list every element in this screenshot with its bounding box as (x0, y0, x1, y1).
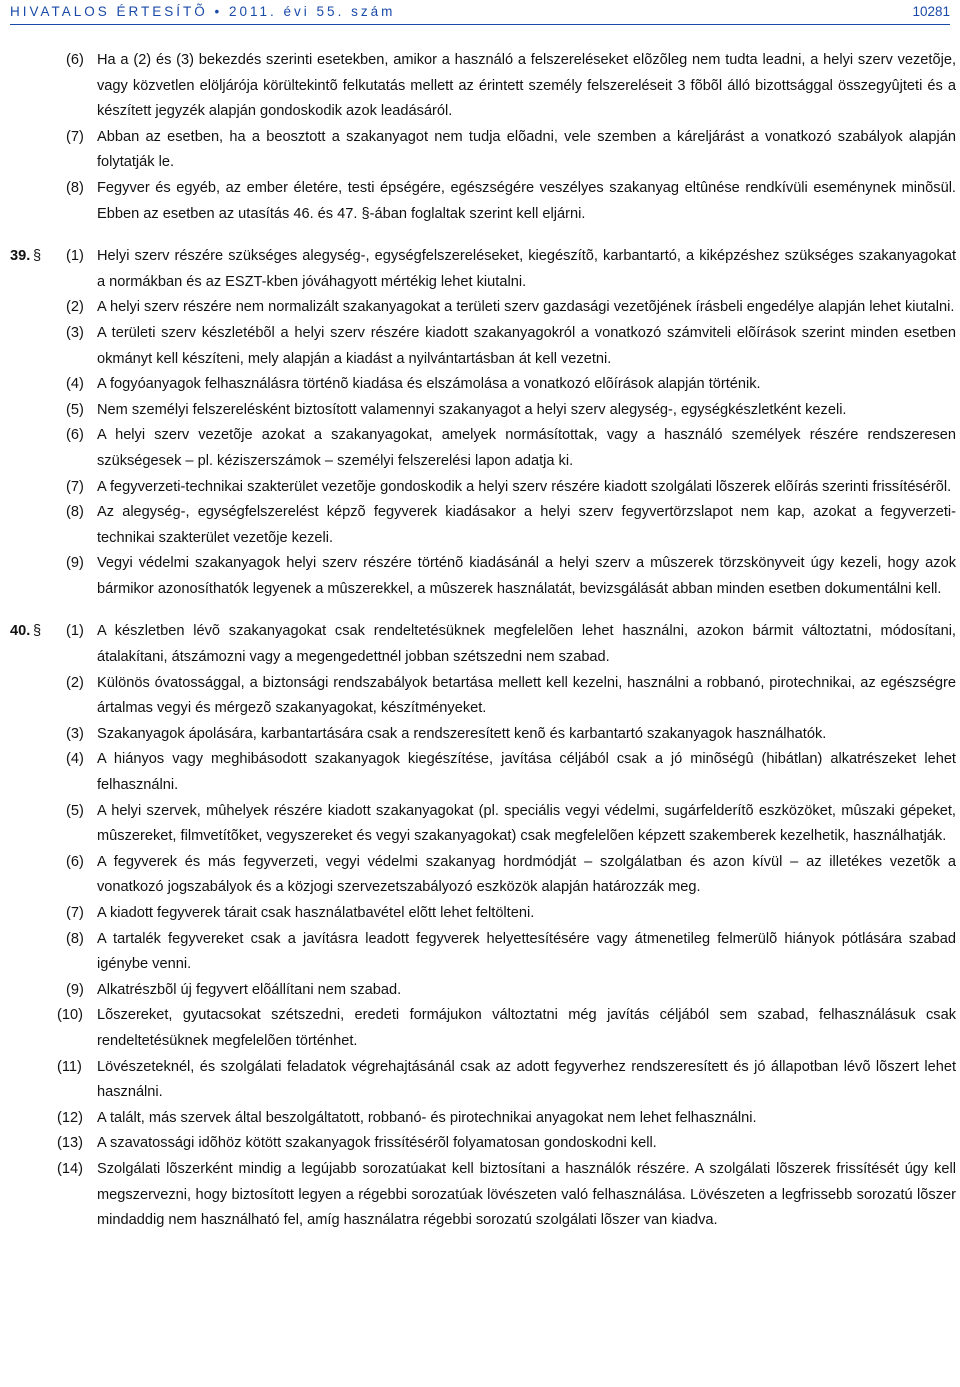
paragraph (10, 244, 956, 295)
paragraph-number: (4) (66, 751, 84, 768)
paragraph-text: Különös óvatossággal, a biztonsági rendszabályok betartása mellett kell kezelni, használni a robbanó, pirotechnikai, az egészségre ártalmas vegyi és mérgezõ szakanyagokat, készítményeket. (97, 674, 956, 717)
paragraph-text: Az alegység-, egységfelszerelést képzõ fegyverek kiadásakor a helyi szerv fegyvertörzslapot nem kap, azokat a fegyverzeti-technikai szakterület vezetõje kezeli. (97, 504, 956, 546)
section-39 (10, 244, 956, 602)
paragraph-number: (13) (57, 1135, 83, 1152)
paragraph (10, 747, 956, 798)
section-label: 40. (10, 623, 31, 640)
paragraph-group-continued (10, 48, 956, 227)
paragraph-text: Szolgálati lõszerként mindig a legújabb sorozatúakat kell biztosítani a használók részére. A szolgálati lõszerek frissítését úgy kell megszervezni, hogy biztosított legyen a régebbi sorozatúak lövészeten való felhasználása. Lövészeten a legfrissebb sorozatú lõszer mindaddig nem használható fel, amíg használatra régebbi sorozatú szolgálati lõszer van kiadva. (97, 1160, 956, 1229)
paragraph-text: A készletben lévõ szakanyagokat csak rendeltetésüknek megfelelõen lehet használni, azokon bármit változtatni, módosítani, átalakítani, átszámozni vagy a megengedettnél jobban szétszedni nem szabad. (97, 623, 956, 666)
paragraph-text: Vegyi védelmi szakanyagok helyi szerv részére történõ kiadásánál a helyi szerv a mûszerek törzskönyveit úgy kezeli, hogy azok bármikor azonosíthatók legyenek a mûszerekkel, a mûszerek használatát, bevizsgálását abban minden esetben dokumentálni kell. (97, 555, 956, 597)
paragraph (10, 372, 956, 398)
paragraph (10, 398, 956, 424)
paragraph-number: (8) (66, 930, 84, 947)
paragraph-number: (6) (66, 853, 84, 870)
paragraph-number: (2) (66, 299, 84, 316)
paragraph-text: Helyi szerv részére szükséges alegység-, egységfelszereléseket, kiegészítõ, karbantartó, a kiképzéshez szükséges szakanyagokat a normákban és az ESZT-kben jóváhagyott mértékig lehet kiutalni. (97, 248, 956, 290)
paragraph-number: (6) (66, 427, 84, 444)
paragraph-number: (11) (57, 1058, 82, 1075)
paragraph (10, 1003, 956, 1054)
paragraph (10, 927, 956, 978)
paragraph-text: A talált, más szervek által beszolgáltatott, robbanó- és pirotechnikai anyagokat nem lehet felhasználni. (97, 1109, 757, 1126)
paragraph-number: (5) (66, 401, 84, 418)
paragraph-text: Alkatrészbõl új fegyvert elõállítani nem szabad. (97, 981, 402, 998)
paragraph (10, 1131, 956, 1157)
paragraph (10, 1106, 956, 1132)
paragraph-text: A fogyóanyagok felhasználásra történõ kiadása és elszámolása a vonatkozó elõírások alapján történik. (97, 376, 761, 393)
paragraph-text: Abban az esetben, ha a beosztott a szakanyagot nem tudja elõadni, vele szemben a káreljárást a vonatkozó szabályok alapján folytatják le. (97, 128, 956, 171)
paragraph-number: (4) (66, 376, 84, 393)
paragraph (10, 1157, 956, 1234)
paragraph-number: (8) (66, 179, 84, 196)
paragraph-text: A helyi szerv vezetõje azokat a szakanyagokat, amelyek normásítottak, vagy a használó személyek részére rendszeresen szükségesek – pl. kéziszerszámok – személyi felszerelési lapon adatja ki. (97, 427, 956, 469)
section-label: 39. (10, 248, 31, 265)
paragraph (10, 978, 956, 1004)
paragraph-number: (7) (66, 478, 84, 495)
paragraph (10, 671, 956, 722)
paragraph-text: A hiányos vagy meghibásodott szakanyagok kiegészítése, javítása céljából csak a jó minõségû (hibátlan) alkatrészeket lehet felhasználni. (97, 751, 956, 794)
paragraph-text: A helyi szervek, mûhelyek részére kiadott szakanyagokat (pl. speciális vegyi védelmi, sugárfelderítõ eszközöket, mûszaki gépeket, mûszereket, filmvetítõket, vegyszereket és vegyi szakanyagokat) csak megfelelõen képzett szakemberek kezelhetik, használhatják. (97, 802, 956, 845)
paragraph-text: Fegyver és egyéb, az ember életére, testi épségére, egészségére veszélyes szakanyag eltûnése rendkívüli eseménynek minõsül. Ebben az esetben az utasítás 46. és 47. §-ában foglaltak szerint kell eljárni. (97, 179, 956, 222)
paragraph (10, 551, 956, 602)
paragraph-number: (14) (57, 1160, 83, 1177)
paragraph-number: (12) (57, 1109, 83, 1126)
paragraph (10, 475, 956, 501)
section-40 (10, 619, 956, 1233)
section-symbol: § (33, 623, 42, 640)
paragraph-number: (9) (66, 555, 84, 572)
paragraph-text: Lövészeteknél, és szolgálati feladatok végrehajtásánál csak az adott fegyverhez rendszeresített és jó állapotban lévõ lõszert lehet használni. (97, 1058, 956, 1101)
paragraph-number: (3) (66, 324, 84, 341)
page-number: 10281 (912, 4, 950, 19)
paragraph (10, 423, 956, 474)
page-header (10, 0, 950, 25)
paragraph (10, 500, 956, 551)
paragraph-number: (6) (66, 52, 84, 68)
paragraph-number: (5) (66, 802, 84, 819)
paragraph-text: A fegyverek és más fegyverzeti, vegyi védelmi szakanyag hordmódját – szolgálatban és azon kívül – az illetékes vezetõk a vonatkozó jogszabályok és a közjogi szervezetszabályozó eszközök alapján határozzák meg. (97, 853, 956, 896)
paragraph (10, 1055, 956, 1106)
document-body (10, 48, 956, 1234)
paragraph (10, 125, 956, 176)
paragraph-number: (3) (66, 725, 84, 742)
paragraph-number: (8) (66, 504, 84, 521)
paragraph (10, 619, 956, 670)
paragraph-number: (1) (66, 623, 84, 640)
paragraph (10, 901, 956, 927)
paragraph-number: (7) (66, 128, 84, 145)
publication-title: HIVATALOS ÉRTESÍTÕ • 2011. évi 55. szám (10, 4, 396, 19)
paragraph-number: (9) (66, 981, 84, 998)
paragraph-text: A tartalék fegyvereket csak a javításra leadott fegyverek helyettesítésére vagy átmenetileg felmerülõ hiányok pótlására szabad igénybe venni. (97, 930, 956, 973)
paragraph-text: A területi szerv készletébõl a helyi szerv részére kiadott szakanyagokról a vonatkozó számviteli elõírások szerint minden esetben okmányt kell készíteni, mely alapján a kiadást a nyilvántartásban át kell vezetni. (97, 324, 956, 367)
paragraph-text: Lõszereket, gyutacsokat szétszedni, eredeti formájukon változtatni még javítás céljából sem szabad, felhasználásuk csak rendeltetésüknek megfelelõen történhet. (97, 1007, 956, 1049)
paragraph (10, 321, 956, 372)
paragraph-text: A kiadott fegyverek tárait csak használatbavétel elõtt lehet feltölteni. (97, 905, 535, 921)
paragraph-number: (1) (66, 248, 84, 265)
paragraph (10, 722, 956, 748)
paragraph-text: Ha a (2) és (3) bekezdés szerinti esetekben, amikor a használó a felszereléseket elõzõleg nem tudta leadni, a helyi szerv vezetõje, vagy közvetlen elöljárója körültekintõ felkutatás mellett az érintett személy felszereléseit 3 fõbõl álló bizottsággal összegyûjteti és a készített jegyzék alapján gondoskodik azok leadásáról. (97, 52, 956, 120)
paragraph-number: (10) (57, 1007, 83, 1024)
paragraph-number: (7) (66, 905, 84, 921)
section-symbol: § (33, 248, 42, 265)
paragraph (10, 176, 956, 227)
paragraph-text: Nem személyi felszerelésként biztosított valamennyi szakanyagot a helyi szerv alegység-, egységkészletként kezeli. (97, 401, 847, 418)
paragraph (10, 850, 956, 901)
paragraph-text: A szavatossági idõhöz kötött szakanyagok frissítésérõl folyamatosan gondoskodni kell. (97, 1135, 657, 1152)
paragraph-text: A fegyverzeti-technikai szakterület vezetõje gondoskodik a helyi szerv részére kiadott szolgálati lõszerek elõírás szerinti frissítésérõl. (97, 478, 952, 495)
paragraph (10, 48, 956, 125)
paragraph-text: A helyi szerv részére nem normalizált szakanyagokat a területi szerv gazdasági vezetõjének írásbeli engedélye alapján lehet kiutalni. (97, 299, 955, 316)
paragraph-number: (2) (66, 674, 84, 691)
paragraph-text: Szakanyagok ápolására, karbantartására csak a rendszeresített kenõ és karbantartó szakanyagok használhatók. (97, 725, 827, 742)
paragraph (10, 295, 956, 321)
paragraph (10, 799, 956, 850)
